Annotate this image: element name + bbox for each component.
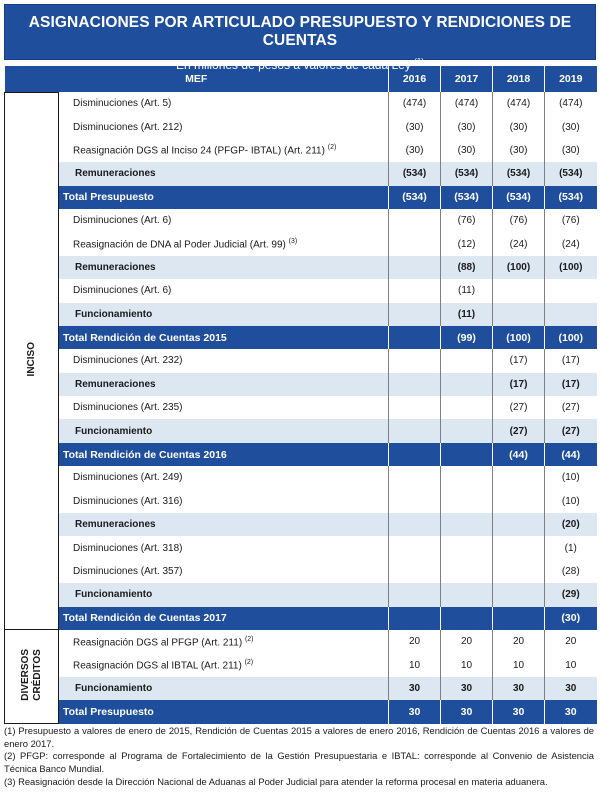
- value-cell-2018: (534): [493, 186, 545, 209]
- row-label: [59, 466, 389, 489]
- section-label-line: CRÉDITOS: [31, 649, 43, 702]
- subtotal-row: [5, 419, 597, 442]
- section-label-text: INCISO: [25, 342, 37, 377]
- subtotal-row: [5, 513, 597, 536]
- row-label: [59, 513, 389, 536]
- row-label: [59, 139, 389, 162]
- value-cell-2016: (534): [389, 186, 441, 209]
- value-cell-2018: (24): [493, 232, 545, 255]
- table-row: [5, 653, 597, 676]
- value-cell-2016: 30: [389, 700, 441, 723]
- row-label: [59, 232, 389, 255]
- row-label-text: Funcionamiento: [75, 425, 153, 437]
- total-row: [5, 443, 597, 466]
- table-row: [5, 466, 597, 489]
- subtotal-row: [5, 583, 597, 606]
- value-cell-2017: [441, 560, 493, 583]
- value-cell-2017: [441, 490, 493, 513]
- value-cell-2016: [389, 256, 441, 279]
- footnotes: [4, 725, 594, 789]
- footnote: (2) PFGP: corresponde al Programa de Fortalecimiento de la Gestión Presupuestaria e IBTAL: corresponde al Convenio de Asistencia Técnica Banco Mundial.: [4, 750, 594, 775]
- row-label: [59, 162, 389, 185]
- row-label-text: Remuneraciones: [75, 519, 156, 531]
- value-cell-2019: (27): [545, 419, 597, 442]
- row-label-text: Remuneraciones: [75, 168, 156, 180]
- value-cell-2016: [389, 326, 441, 349]
- row-label-text: Disminuciones (Art. 212): [73, 121, 183, 133]
- value-cell-2019: (27): [545, 396, 597, 419]
- value-cell-2019: 10: [545, 653, 597, 676]
- table-row: [5, 232, 597, 255]
- value-cell-2017: (88): [441, 256, 493, 279]
- value-cell-2017: [441, 583, 493, 606]
- footnote-ref: (3): [288, 237, 298, 245]
- table-row: [5, 209, 597, 232]
- table-row: [5, 92, 597, 115]
- value-cell-2019: (76): [545, 209, 597, 232]
- value-cell-2018: (27): [493, 396, 545, 419]
- value-cell-2018: (30): [493, 115, 545, 138]
- value-cell-2018: (17): [493, 373, 545, 396]
- subtitle-footnote-ref: (1): [414, 57, 424, 66]
- value-cell-2018: [493, 279, 545, 302]
- row-label: [59, 92, 389, 115]
- value-cell-2016: (30): [389, 115, 441, 138]
- value-cell-2017: [441, 443, 493, 466]
- value-cell-2017: (11): [441, 303, 493, 326]
- value-cell-2019: (24): [545, 232, 597, 255]
- subtotal-row: [5, 677, 597, 700]
- row-label-text: Disminuciones (Art. 318): [73, 542, 183, 554]
- row-label: [59, 115, 389, 138]
- row-label: [59, 677, 389, 700]
- row-label-text: Disminuciones (Art. 235): [73, 402, 183, 414]
- value-cell-2017: (99): [441, 326, 493, 349]
- row-label-text: Reasignación de DNA al Poder Judicial (Art. 99): [73, 239, 286, 251]
- value-cell-2018: (30): [493, 139, 545, 162]
- value-cell-2018: [493, 513, 545, 536]
- header-year: 2016: [389, 66, 441, 92]
- row-label: [59, 490, 389, 513]
- total-row: [5, 186, 597, 209]
- value-cell-2017: (11): [441, 279, 493, 302]
- row-label-text: Total Rendición de Cuentas 2015: [63, 331, 227, 344]
- value-cell-2018: [493, 303, 545, 326]
- value-cell-2017: (30): [441, 115, 493, 138]
- value-cell-2017: [441, 607, 493, 630]
- value-cell-2018: (17): [493, 349, 545, 372]
- row-label-text: Disminuciones (Art. 232): [73, 355, 183, 367]
- value-cell-2016: 10: [389, 653, 441, 676]
- value-cell-2018: 30: [493, 700, 545, 723]
- value-cell-2016: 20: [389, 630, 441, 653]
- value-cell-2016: [389, 443, 441, 466]
- value-cell-2017: 30: [441, 677, 493, 700]
- row-label-text: Disminuciones (Art. 6): [73, 285, 172, 297]
- header-year: 2018: [493, 66, 545, 92]
- row-label: [59, 560, 389, 583]
- table-row: [5, 396, 597, 419]
- footnote: (3) Reasignación desde la Dirección Nacional de Aduanas al Poder Judicial para atender la reforma procesal en materia aduanera.: [4, 775, 548, 787]
- row-label: [59, 373, 389, 396]
- row-label-text: Total Presupuesto: [63, 191, 154, 204]
- row-label: [59, 349, 389, 372]
- value-cell-2016: [389, 419, 441, 442]
- row-label-text: Total Rendición de Cuentas 2016: [63, 448, 227, 461]
- value-cell-2016: [389, 303, 441, 326]
- value-cell-2018: [493, 536, 545, 559]
- value-cell-2017: (12): [441, 232, 493, 255]
- value-cell-2017: 30: [441, 700, 493, 723]
- header-year: 2017: [441, 66, 493, 92]
- row-label: [59, 607, 389, 630]
- budget-table: [4, 66, 597, 724]
- value-cell-2016: [389, 490, 441, 513]
- value-cell-2017: [441, 536, 493, 559]
- value-cell-2016: (534): [389, 162, 441, 185]
- footnote-ref: (2): [327, 144, 337, 152]
- value-cell-2017: [441, 466, 493, 489]
- value-cell-2018: [493, 466, 545, 489]
- value-cell-2017: (534): [441, 186, 493, 209]
- row-label-text: Funcionamiento: [75, 682, 153, 694]
- value-cell-2018: (474): [493, 92, 545, 115]
- value-cell-2019: (20): [545, 513, 597, 536]
- value-cell-2019: (474): [545, 92, 597, 115]
- value-cell-2016: [389, 466, 441, 489]
- value-cell-2017: [441, 349, 493, 372]
- value-cell-2018: (44): [493, 443, 545, 466]
- header-mef: MEF: [5, 66, 389, 92]
- value-cell-2018: (76): [493, 209, 545, 232]
- value-cell-2019: (29): [545, 583, 597, 606]
- table-row: [5, 349, 597, 372]
- value-cell-2019: (10): [545, 490, 597, 513]
- row-label-text: Reasignación DGS al Inciso 24 (PFGP- IBTAL) (Art. 211): [73, 145, 325, 157]
- value-cell-2019: 30: [545, 700, 597, 723]
- value-cell-2018: 20: [493, 630, 545, 653]
- value-cell-2019: (100): [545, 256, 597, 279]
- row-label-text: Funcionamiento: [75, 308, 153, 320]
- row-label-text: Reasignación DGS al PFGP (Art. 211): [73, 636, 243, 648]
- row-label-text: Disminuciones (Art. 249): [73, 472, 183, 484]
- section-label-diversos: [5, 630, 59, 724]
- value-cell-2019: [545, 279, 597, 302]
- total-row: [5, 607, 597, 630]
- value-cell-2016: [389, 373, 441, 396]
- value-cell-2017: [441, 373, 493, 396]
- value-cell-2018: [493, 490, 545, 513]
- row-label-text: Disminuciones (Art. 6): [73, 215, 172, 227]
- value-cell-2018: (534): [493, 162, 545, 185]
- value-cell-2017: 20: [441, 630, 493, 653]
- value-cell-2018: [493, 583, 545, 606]
- value-cell-2019: (30): [545, 607, 597, 630]
- value-cell-2017: (534): [441, 162, 493, 185]
- value-cell-2017: [441, 419, 493, 442]
- row-label: [59, 443, 389, 466]
- value-cell-2018: (27): [493, 419, 545, 442]
- footnote: (1) Presupuesto a valores de enero de 2015, Rendición de Cuentas 2015 a valores de enero 2016, Rendición de Cuentas 2016 a valores de enero 2017.: [4, 725, 594, 749]
- table-subtitle: En millones de pesos a valores de cada Ley $^{(1)}$: [176, 57, 424, 72]
- table-row: [5, 139, 597, 162]
- value-cell-2018: (100): [493, 326, 545, 349]
- value-cell-2018: [493, 560, 545, 583]
- table-row: [5, 115, 597, 138]
- value-cell-2017: (30): [441, 139, 493, 162]
- table-row: [5, 279, 597, 302]
- row-label: [59, 279, 389, 302]
- row-label-text: Remuneraciones: [75, 378, 156, 390]
- value-cell-2019: 30: [545, 677, 597, 700]
- row-label-text: Total Rendición de Cuentas 2017: [63, 612, 227, 625]
- value-cell-2018: 30: [493, 677, 545, 700]
- total-row: [5, 700, 597, 723]
- row-label-text: Funcionamiento: [75, 589, 153, 601]
- value-cell-2019: (44): [545, 443, 597, 466]
- subtotal-row: [5, 162, 597, 185]
- row-label: [59, 326, 389, 349]
- subtotal-row: [5, 373, 597, 396]
- row-label: [59, 630, 389, 653]
- value-cell-2016: (474): [389, 92, 441, 115]
- row-label-text: Disminuciones (Art. 357): [73, 566, 183, 577]
- value-cell-2018: 10: [493, 653, 545, 676]
- value-cell-2019: (534): [545, 186, 597, 209]
- table-row: [5, 560, 597, 583]
- value-cell-2019: (30): [545, 139, 597, 162]
- value-cell-2017: 10: [441, 653, 493, 676]
- row-label: [59, 396, 389, 419]
- row-label: [59, 209, 389, 232]
- value-cell-2019: (17): [545, 373, 597, 396]
- value-cell-2016: [389, 560, 441, 583]
- row-label-text: Total Presupuesto: [63, 705, 154, 718]
- value-cell-2017: (474): [441, 92, 493, 115]
- value-cell-2016: [389, 349, 441, 372]
- value-cell-2016: [389, 536, 441, 559]
- row-label: [59, 583, 389, 606]
- value-cell-2019: (28): [545, 560, 597, 583]
- value-cell-2017: [441, 396, 493, 419]
- value-cell-2016: (30): [389, 139, 441, 162]
- value-cell-2016: [389, 607, 441, 630]
- value-cell-2016: 30: [389, 677, 441, 700]
- row-label: [59, 419, 389, 442]
- value-cell-2016: [389, 396, 441, 419]
- value-cell-2019: (17): [545, 349, 597, 372]
- row-label: [59, 536, 389, 559]
- section-label-inciso: [5, 92, 59, 630]
- title-banner: [4, 4, 596, 72]
- value-cell-2017: [441, 513, 493, 536]
- footnote-ref: (2): [244, 658, 254, 666]
- table-row: [5, 630, 597, 653]
- table-title: ASIGNACIONES POR ARTICULADO PRESUPUESTO Y RENDICIONES DE CUENTAS: [28, 14, 572, 49]
- value-cell-2019: (534): [545, 162, 597, 185]
- row-label-text: Disminuciones (Art. 316): [73, 495, 183, 507]
- value-cell-2019: (10): [545, 466, 597, 489]
- value-cell-2016: [389, 209, 441, 232]
- header-year: 2019: [545, 66, 597, 92]
- value-cell-2016: [389, 232, 441, 255]
- row-label-text: Disminuciones (Art. 5): [73, 98, 172, 110]
- value-cell-2016: [389, 583, 441, 606]
- value-cell-2019: (100): [545, 326, 597, 349]
- value-cell-2016: [389, 279, 441, 302]
- report-container: [4, 4, 596, 724]
- total-row: [5, 326, 597, 349]
- footnote-ref: (2): [244, 635, 254, 643]
- table-row: [5, 536, 597, 559]
- row-label: [59, 256, 389, 279]
- subtotal-row: [5, 303, 597, 326]
- subtotal-row: [5, 256, 597, 279]
- value-cell-2019: (30): [545, 115, 597, 138]
- row-label: [59, 653, 389, 676]
- section-label-line: DIVERSOS: [19, 649, 31, 702]
- row-label: [59, 186, 389, 209]
- row-label-text: Remuneraciones: [75, 261, 156, 273]
- value-cell-2019: 20: [545, 630, 597, 653]
- table-row: [5, 490, 597, 513]
- value-cell-2016: [389, 513, 441, 536]
- row-label: [59, 700, 389, 723]
- value-cell-2018: (100): [493, 256, 545, 279]
- value-cell-2017: (76): [441, 209, 493, 232]
- value-cell-2018: [493, 607, 545, 630]
- row-label-text: Reasignación DGS al IBTAL (Art. 211): [73, 660, 242, 672]
- value-cell-2019: [545, 303, 597, 326]
- value-cell-2019: (1): [545, 536, 597, 559]
- row-label: [59, 303, 389, 326]
